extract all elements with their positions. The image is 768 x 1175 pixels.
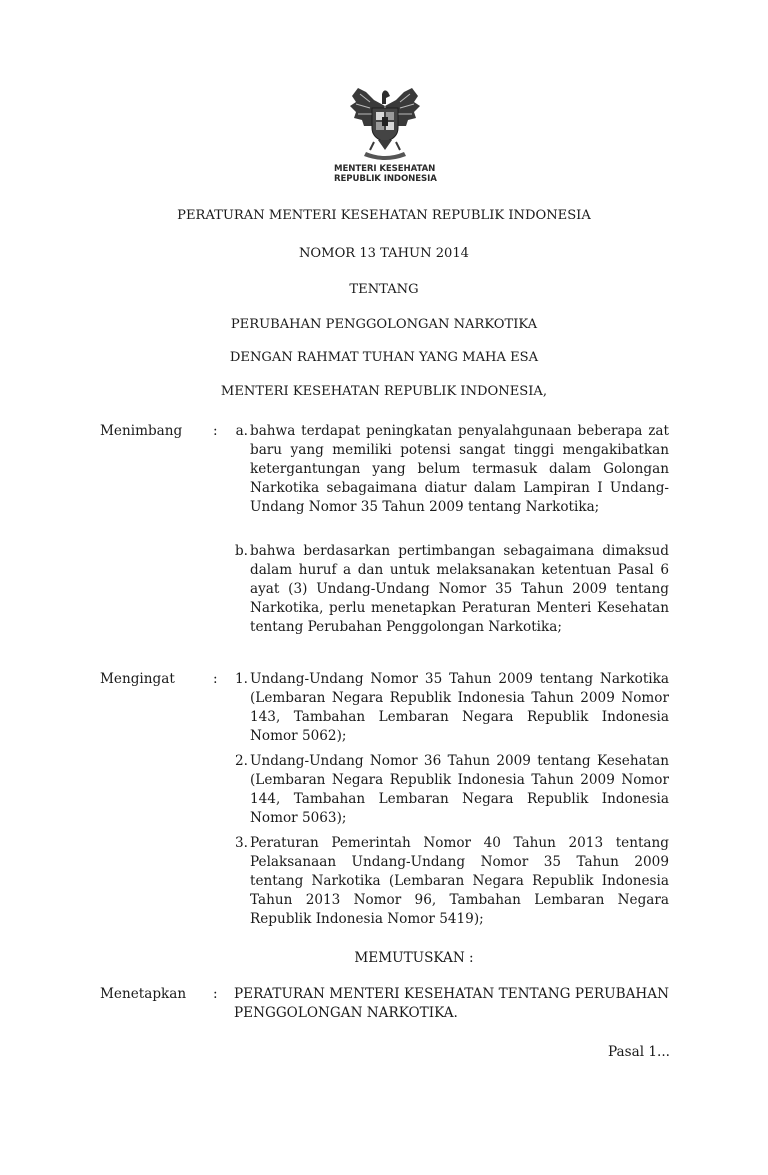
regulation-subject: PERUBAHAN PENGGOLONGAN NARKOTIKA [230,317,538,332]
memutuskan-heading: MEMUTUSKAN : [354,950,474,966]
mengingat-colon: : [213,671,218,687]
garuda-emblem-icon [344,84,426,162]
emblem-caption [334,164,440,184]
regulation-title: PERATURAN MENTERI KESEHATAN REPUBLIK INDONESIA [177,208,591,223]
menimbang-item-a-marker: a. [235,423,248,439]
emblem-caption-line-2: REPUBLIK INDONESIA [334,174,437,184]
menetapkan-label: Menetapkan [100,986,187,1002]
mengingat-label: Mengingat [100,671,175,687]
invocation: DENGAN RAHMAT TUHAN YANG MAHA ESA [229,350,539,365]
mengingat-item-3-marker: 3. [235,835,248,851]
menetapkan-text: PERATURAN MENTERI KESEHATAN TENTANG PERUBAHAN PENGGOLONGAN NARKOTIKA. [234,986,669,1021]
regulation-number: NOMOR 13 TAHUN 2014 [298,246,470,261]
next-page-reference: Pasal 1... [607,1044,670,1060]
mengingat-item-1-text: Undang-Undang Nomor 35 Tahun 2009 tentang Narkotika (Lembaran Negara Republik Indonesia Tahun 2009 Nomor 143, Tambahan Lembaran Negara Republik Indonesia Nomor 5062); [250,671,669,744]
emblem-caption-line-1: MENTERI KESEHATAN [334,164,436,174]
mengingat-item-2-marker: 2. [235,753,248,769]
menetapkan-colon: : [213,986,218,1002]
menimbang-item-b-marker: b. [234,543,248,559]
mengingat-item-3-text: Peraturan Pemerintah Nomor 40 Tahun 2013 tentang Pelaksanaan Undang-Undang Nomor 35 Tahun 2009 tentang Narkotika (Lembaran Negara Republik Indonesia Tahun 2013 Nomor 96, Tambahan Lembaran Negara Republik Indonesia Nomor 5419); [250,835,669,927]
menimbang-item-b-text: bahwa berdasarkan pertimbangan sebagaimana dimaksud dalam huruf a dan untuk melaksanakan ketentuan Pasal 6 ayat (3) Undang-Undang Nomor 35 Tahun 2009 tentang Narkotika, perlu menetapkan Peraturan Menteri Kesehatan tentang Perubahan Penggolongan Narkotika; [250,543,669,635]
menimbang-label: Menimbang [100,423,183,439]
issuer-heading: MENTERI KESEHATAN REPUBLIK INDONESIA, [220,384,548,399]
mengingat-item-1-marker: 1. [235,671,248,687]
about-heading: TENTANG [349,282,419,297]
mengingat-item-2-text: Undang-Undang Nomor 36 Tahun 2009 tentang Kesehatan (Lembaran Negara Republik Indonesia Tahun 2009 Nomor 144, Tambahan Lembaran Negara Republik Indonesia Nomor 5063); [250,753,669,826]
menimbang-colon: : [213,423,218,439]
menimbang-item-a-text: bahwa terdapat peningkatan penyalahgunaan beberapa zat baru yang memiliki potensi sangat tinggi mengakibatkan ketergantungan yang belum termasuk dalam Golongan Narkotika sebagaimana diatur dalam Lampiran I Undang-Undang Nomor 35 Tahun 2009 tentang Narkotika; [250,423,669,515]
ministry-emblem [334,84,440,188]
